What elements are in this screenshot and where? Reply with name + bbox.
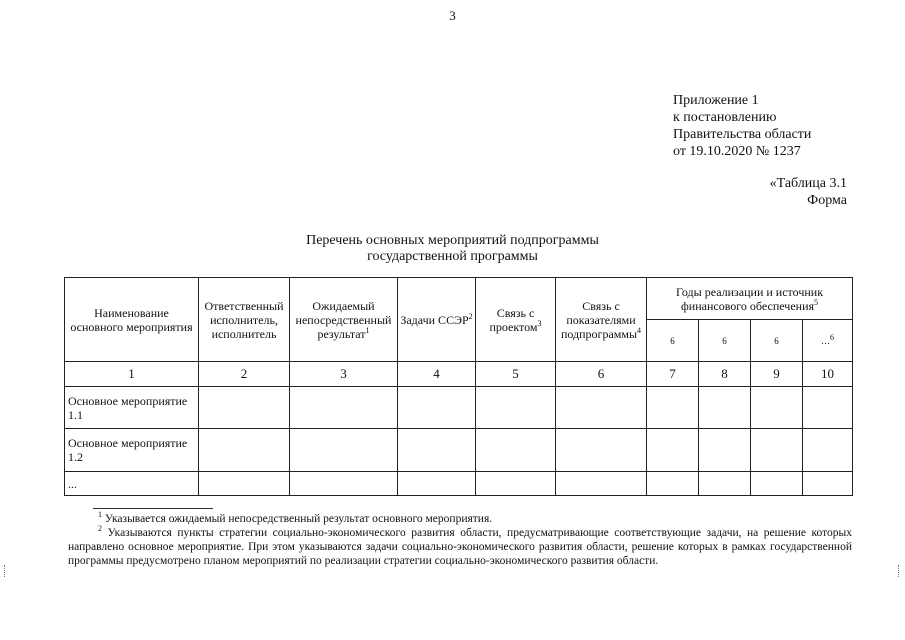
table-cell — [647, 472, 699, 496]
header-activity-name: Наименование основного мероприятия — [65, 278, 199, 362]
footnote-ref-5: 5 — [814, 297, 819, 307]
row-ellipsis: ... — [65, 472, 199, 496]
table-cell — [751, 472, 803, 496]
appendix-line-3: Правительства области — [673, 127, 812, 142]
column-number: 5 — [476, 362, 556, 387]
table-cell — [476, 387, 556, 429]
table-cell — [556, 387, 647, 429]
footnote-1: $^1$ Указывается ожидаемый непосредственный результат основного мероприятия. — [98, 510, 493, 525]
table-cell — [699, 387, 751, 429]
table-cell — [290, 387, 398, 429]
column-number: 1 — [65, 362, 199, 387]
form-label: Форма — [807, 193, 847, 208]
appendix-line-2: к постановлению — [673, 110, 777, 125]
footnote-ref-1: 1 — [365, 325, 370, 335]
table-cell — [398, 429, 476, 472]
footnote-ref-6: 6 — [830, 332, 835, 342]
table-cell — [647, 387, 699, 429]
table-cell — [647, 429, 699, 472]
table-cell — [199, 472, 290, 496]
row-activity-1-1: Основное мероприятие 1.1 — [65, 387, 199, 429]
footnote-mark-2: 2 — [98, 524, 102, 534]
column-number: 8 — [699, 362, 751, 387]
column-number: 3 — [290, 362, 398, 387]
appendix-line-1: Приложение 1 — [673, 93, 759, 108]
footnote-ref-4: 4 — [637, 325, 642, 335]
document-title — [0, 233, 905, 265]
table-cell — [290, 472, 398, 496]
table-cell — [199, 387, 290, 429]
header-year-more: …$^6$ — [803, 320, 853, 362]
header-expected-result: Ожидаемый непосредственный результат$^1$ — [290, 278, 398, 362]
header-year-2: 6 — [699, 320, 751, 362]
header-indicators-link: Связь с показателями подпрограммы$^4$ — [556, 278, 647, 362]
column-number: 10 — [803, 362, 853, 387]
table-cell — [476, 472, 556, 496]
table-cell — [803, 472, 853, 496]
table-cell — [556, 429, 647, 472]
row-activity-1-2: Основное мероприятие 1.2 — [65, 429, 199, 472]
header-year-1: 6 — [647, 320, 699, 362]
table-cell — [398, 387, 476, 429]
footnote-ref-3: 3 — [537, 318, 542, 328]
header-executor: Ответственный исполнитель, исполнитель — [199, 278, 290, 362]
table-cell — [398, 472, 476, 496]
column-number: 6 — [556, 362, 647, 387]
footnote-ref-2: 2 — [468, 311, 473, 321]
table-row — [65, 429, 853, 472]
header-project-link: Связь с проектом$^3$ — [476, 278, 556, 362]
title-line-1: Перечень основных мероприятий подпрограммы — [306, 233, 599, 248]
column-number: 9 — [751, 362, 803, 387]
scan-edge-mark-right — [898, 565, 901, 577]
scan-edge-mark-left — [4, 565, 7, 577]
appendix-line-4: от 19.10.2020 № 1237 — [673, 144, 801, 159]
table-cell — [699, 472, 751, 496]
table-cell — [803, 429, 853, 472]
table-cell — [699, 429, 751, 472]
title-line-2: государственной программы — [367, 249, 538, 264]
table-cell — [751, 387, 803, 429]
page-number: 3 — [449, 8, 456, 23]
appendix-block — [673, 92, 811, 160]
footnote-separator — [93, 508, 213, 509]
table-row — [65, 472, 853, 496]
table-cell — [476, 429, 556, 472]
header-ssep-tasks: Задачи ССЭР$^2$ — [398, 278, 476, 362]
table-cell — [751, 429, 803, 472]
table-number-label: «Таблица 3.1 — [769, 176, 847, 191]
table-label — [770, 175, 847, 209]
table-cell — [803, 387, 853, 429]
column-number: 4 — [398, 362, 476, 387]
table-cell — [290, 429, 398, 472]
footnote-mark-1: 1 — [98, 510, 102, 520]
column-number: 2 — [199, 362, 290, 387]
table-row — [65, 387, 853, 429]
header-years-funding: Годы реализации и источник финансового обеспечения$^5$ — [647, 278, 853, 320]
footnote-2: $^2$ Указываются пункты стратегии социально-экономического развития области, предусматривающие соответствующие задачи, на решение которых направлено основное мероприятие. При этом указываются задачи социально-экономического развития области, решение которых в рамках государственной программы предусмотрено планом мероприятий по реализации стратегии социально-экономического развития области. — [68, 524, 852, 567]
table-cell — [199, 429, 290, 472]
footnotes — [68, 512, 852, 568]
header-year-3: 6 — [751, 320, 803, 362]
activities-table — [64, 277, 853, 496]
table-cell — [556, 472, 647, 496]
column-number: 7 — [647, 362, 699, 387]
